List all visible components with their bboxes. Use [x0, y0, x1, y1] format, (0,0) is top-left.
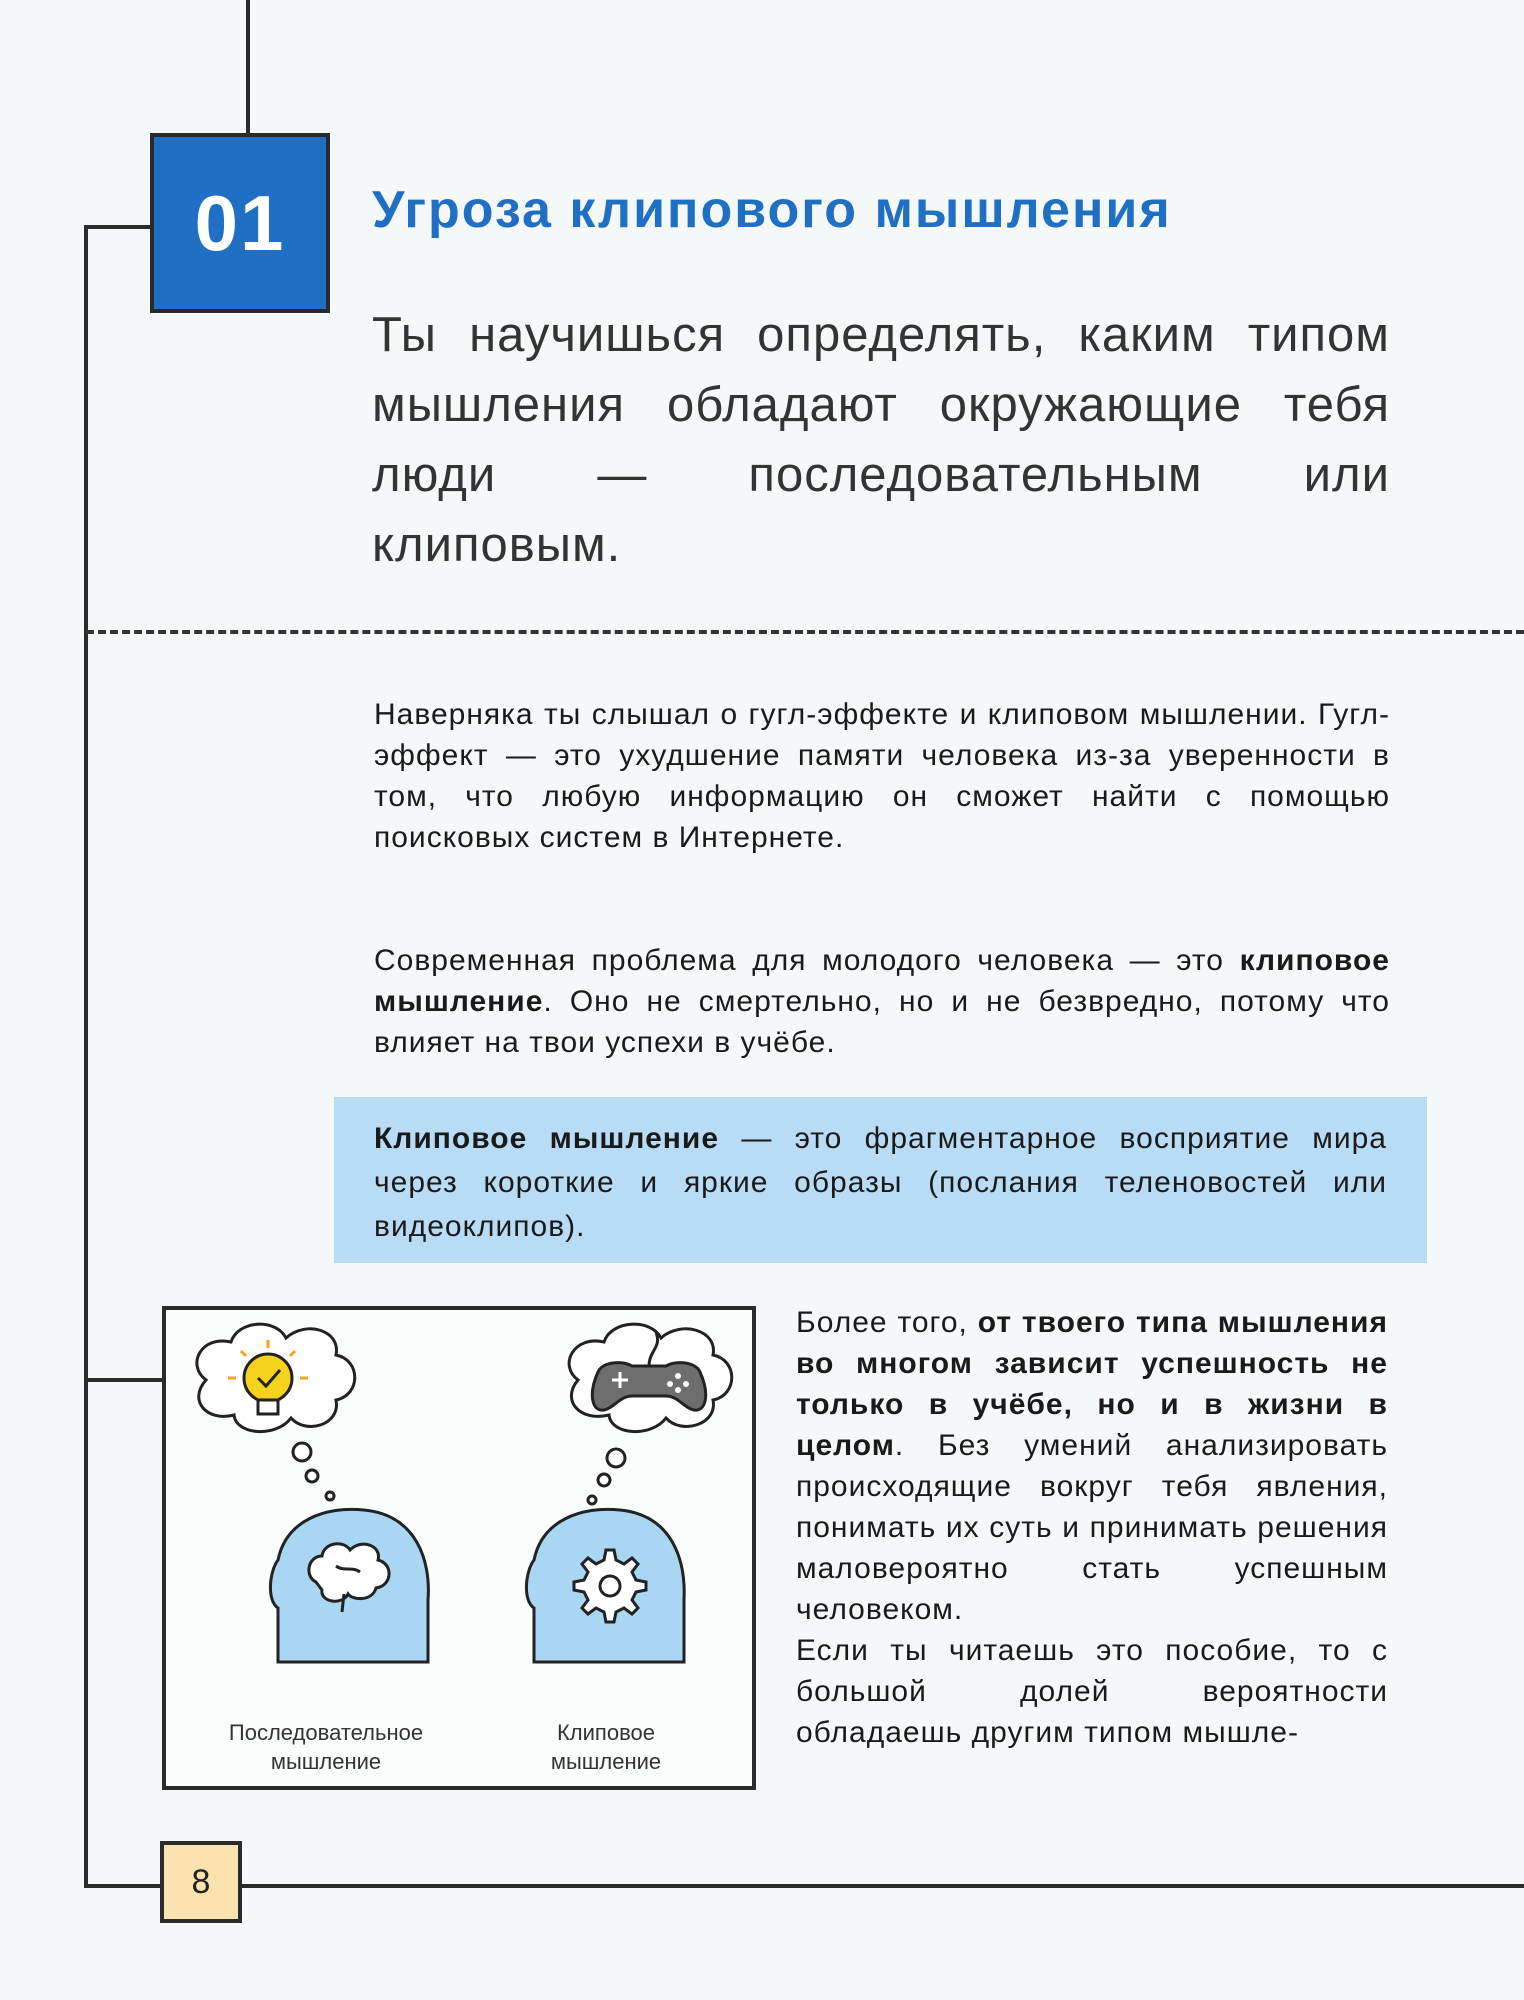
definition-box	[334, 1097, 1427, 1263]
right-caption-line1: Клиповое	[556, 1720, 655, 1745]
side-start: Более того,	[796, 1306, 978, 1339]
left-head	[270, 1509, 428, 1662]
left-thought-bubbles	[293, 1443, 334, 1500]
paragraph-google-effect: Наверняка ты слышал о гугл-эффекте и клиповом мышлении. Гугл-эффект — это ухудшение памяти человека из-за уверенности в том, что любую информацию он сможет найти с помощью поисковых систем в Интернете.	[374, 698, 1390, 854]
side-bold: от твоего типа мышления во многом зависит успешность не только в учёбе, но и в жизни в целом	[796, 1306, 1389, 1462]
chapter-lead: Ты научишься определять, каким типом мышления обладают окружающие тебя люди — последовательным или клиповым.	[372, 308, 1390, 572]
gear-icon	[574, 1550, 646, 1622]
bottom-rule	[240, 1884, 1524, 1888]
right-thought-bubbles	[588, 1449, 625, 1504]
p2-bold: клиповое мышление	[374, 944, 1390, 1018]
paragraph-clip-thinking	[374, 940, 1390, 1063]
left-caption-line2: мышление	[270, 1749, 382, 1774]
right-caption-line2: мышление	[550, 1749, 662, 1774]
illustration-svg	[166, 1310, 752, 1786]
timeline-badge-connector	[84, 225, 152, 229]
right-caption	[506, 1718, 706, 1776]
timeline-bottom-connector	[84, 1884, 162, 1888]
side-middle: . Без умений анализировать происходящие вокруг тебя явления, понимать их суть и принимать решения маловероятно стать успешным человеком.	[796, 1429, 1388, 1626]
timeline-illus-connector	[84, 1378, 164, 1382]
timeline-vertical-line	[84, 225, 88, 1888]
definition-text	[374, 1117, 1387, 1249]
thinking-types-illustration	[162, 1306, 756, 1790]
p2-start: Современная проблема для молодого человека — это	[374, 944, 1240, 977]
left-caption-line1: Последовательное	[228, 1720, 424, 1745]
side-text	[796, 1302, 1388, 1753]
timeline-top-line	[246, 0, 250, 136]
page-number: 8	[160, 1841, 242, 1923]
definition-body: — это фрагментарное восприятие мира через короткие и яркие образы (послания теленовостей или видеоклипов).	[374, 1122, 1387, 1243]
side-paragraph-2: Если ты читаешь это пособие, то с большой долей вероятности обладаешь другим типом мышле-	[796, 1634, 1388, 1749]
left-caption	[206, 1718, 446, 1776]
chapter-number-badge: 01	[150, 133, 330, 313]
chapter-title: Угроза клипового мышления	[372, 181, 1172, 239]
definition-term: Клиповое мышление	[374, 1122, 720, 1155]
p2-end: . Оно не смертельно, но и не безвредно, потому что влияет на твои успехи в учёбе.	[374, 985, 1390, 1059]
section-divider	[86, 630, 1524, 634]
right-head	[526, 1509, 684, 1662]
side-paragraph-1	[796, 1302, 1388, 1630]
